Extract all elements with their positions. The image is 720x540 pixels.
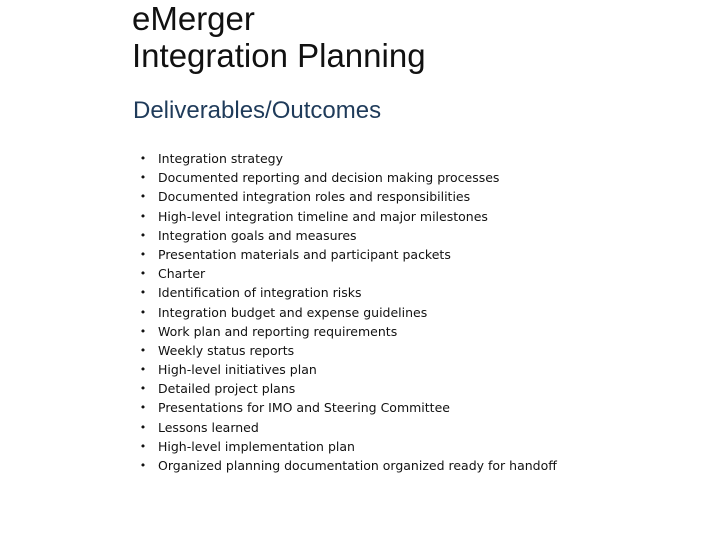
bullet-dot-icon: • <box>139 286 147 300</box>
bullet-dot-icon: • <box>139 247 147 261</box>
bullet-dot-icon: • <box>139 190 147 204</box>
list-item-text: Documented integration roles and responsibilities <box>158 189 471 205</box>
list-item-text: Weekly status reports <box>158 342 295 358</box>
bullet-dot-icon: • <box>139 363 147 377</box>
list-item <box>138 322 557 341</box>
list-item <box>138 341 557 360</box>
list-item-text: Detailed project plans <box>158 381 296 397</box>
list-item <box>138 187 557 206</box>
bullet-dot-icon: • <box>139 343 147 357</box>
slide-subtitle: Deliverables/Outcomes <box>133 97 382 124</box>
list-item <box>138 207 557 226</box>
list-item <box>138 379 557 398</box>
list-item-text: Work plan and reporting requirements <box>158 323 398 339</box>
bullet-dot-icon: • <box>139 305 147 319</box>
deliverables-list <box>138 149 557 475</box>
list-item <box>138 264 557 283</box>
bullet-dot-icon: • <box>139 228 147 242</box>
list-item-text: Presentations for IMO and Steering Committee <box>158 400 450 416</box>
bullet-dot-icon: • <box>139 420 147 434</box>
list-item <box>138 283 557 302</box>
list-item-text: Integration strategy <box>158 151 283 166</box>
list-item-text: Charter <box>158 266 206 282</box>
bullet-dot-icon: • <box>139 324 147 338</box>
list-item-text: Documented reporting and decision making processes <box>158 170 500 186</box>
list-item <box>138 149 557 168</box>
list-item <box>138 456 557 475</box>
bullet-dot-icon: • <box>139 152 147 165</box>
bullet-dot-icon: • <box>139 209 147 223</box>
list-item <box>138 360 557 379</box>
list-item-text: High-level initiatives plan <box>158 362 317 378</box>
list-item <box>138 226 557 245</box>
list-item <box>138 245 557 264</box>
list-item <box>138 398 557 417</box>
slide-title <box>132 0 426 74</box>
bullet-dot-icon: • <box>139 439 147 453</box>
list-item <box>138 418 557 437</box>
list-item-text: Identification of integration risks <box>158 285 362 301</box>
slide-title-line-2: Integration Planning <box>132 37 426 74</box>
slide-title-line-1: eMerger <box>132 0 255 37</box>
list-item <box>138 168 557 187</box>
bullet-dot-icon: • <box>139 459 147 472</box>
list-item-text: Lessons learned <box>158 419 259 435</box>
list-item-text: High-level integration timeline and major milestones <box>158 208 488 224</box>
bullet-dot-icon: • <box>139 171 147 185</box>
bullet-dot-icon: • <box>139 401 147 415</box>
list-item <box>138 303 557 322</box>
bullet-dot-icon: • <box>139 267 147 281</box>
list-item-text: Integration budget and expense guidelines <box>158 304 428 320</box>
list-item-text: Organized planning documentation organized ready for handoff <box>158 458 557 473</box>
list-item-text: Presentation materials and participant packets <box>158 246 451 262</box>
list-item <box>138 437 557 456</box>
list-item-text: High-level implementation plan <box>158 438 355 454</box>
bullet-dot-icon: • <box>139 382 147 396</box>
list-item-text: Integration goals and measures <box>158 227 357 243</box>
